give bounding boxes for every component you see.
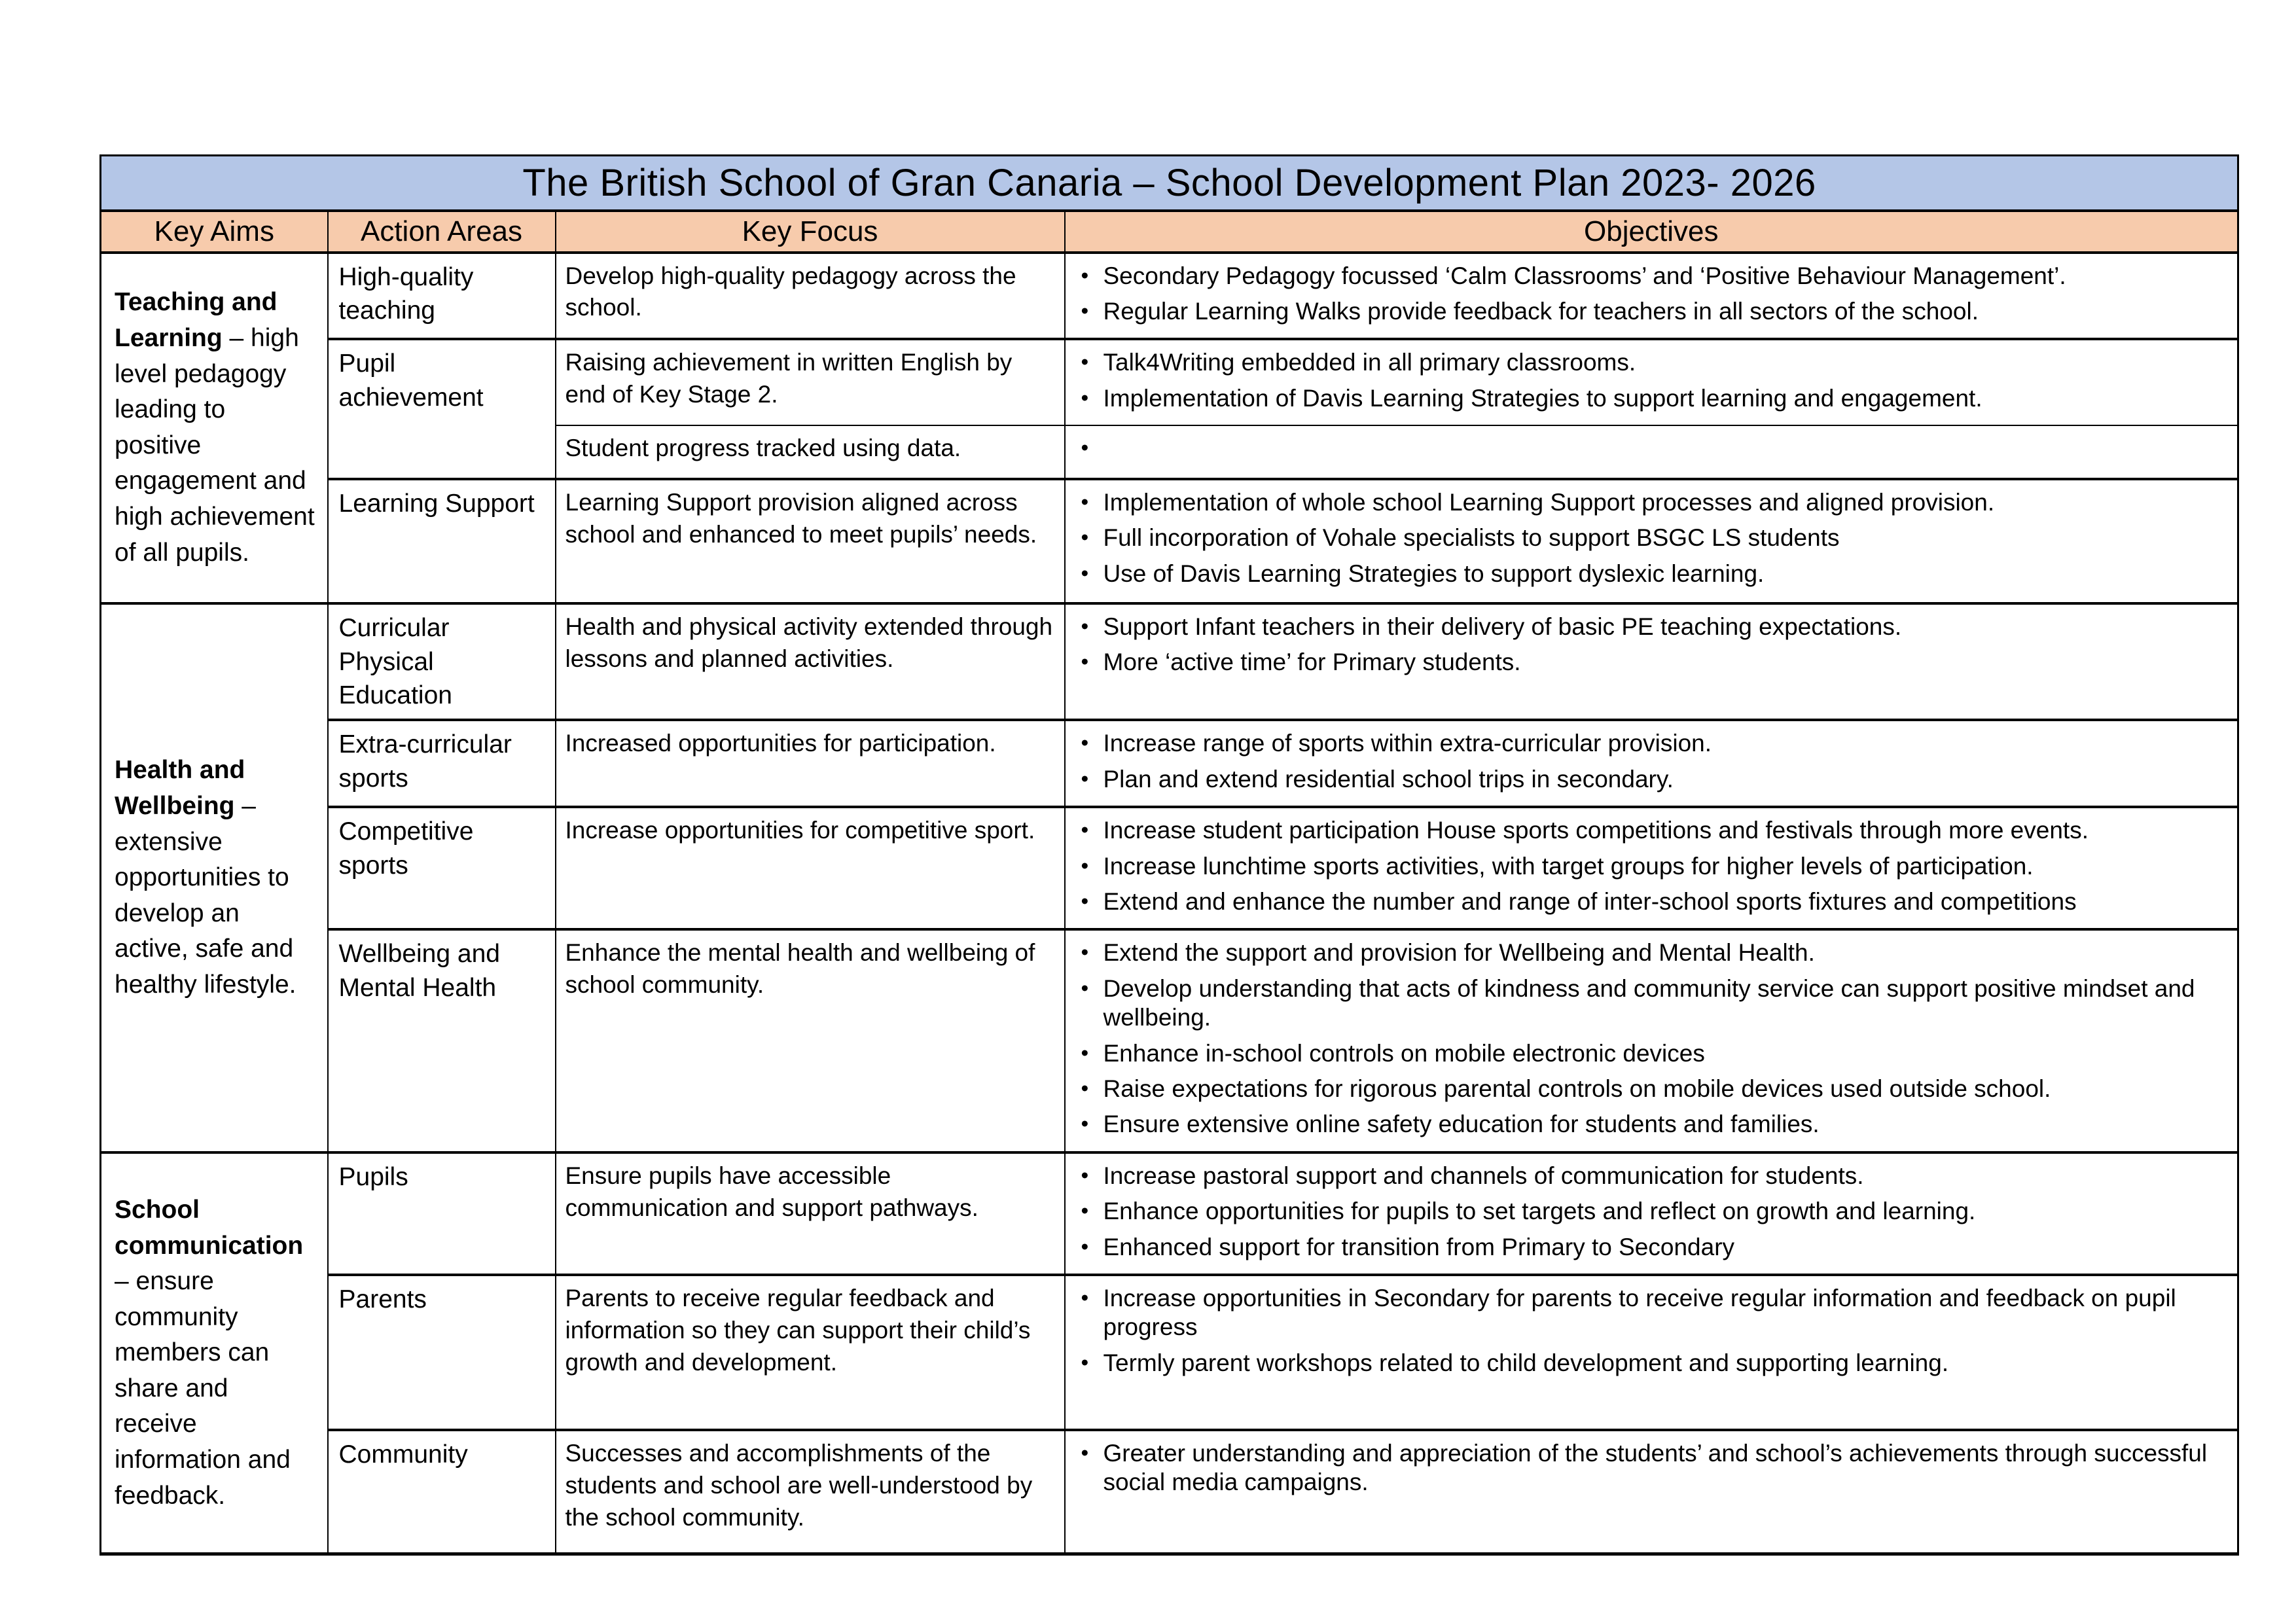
objectives-cell [1065,1275,2238,1430]
title-row [101,156,2238,211]
objective-item [1066,434,2222,463]
bullet-marker-icon: • [1081,1350,1089,1375]
column-header-key-focus: Key Focus [556,211,1065,253]
objective-item [1066,1197,2222,1226]
objectives-cell [1065,1430,2238,1554]
key-aim-title: Health and Wellbeing [115,756,245,820]
action-area-cell: Curricular Physical Education [328,603,556,720]
key-aim-cell [101,603,328,1152]
objective-text: Plan and extend residential school trips in secondary. [1103,765,1674,793]
action-area-cell: Community [328,1430,556,1554]
objective-text: Use of Davis Learning Strategies to support dyslexic learning. [1103,560,1765,587]
objective-item [1066,1110,2222,1139]
column-header-action-areas: Action Areas [328,211,556,253]
objective-text [1103,434,2222,463]
objective-item [1066,1349,2222,1378]
key-aim-cell [101,1152,328,1554]
objective-item [1066,648,2222,677]
table-row [101,479,2238,603]
objective-text: Enhance in-school controls on mobile electronic devices [1103,1039,1705,1067]
bullet-marker-icon: • [1081,385,1089,410]
bullet-marker-icon: • [1081,976,1089,1001]
objective-item [1066,348,2222,377]
objectives-cell [1065,425,2238,479]
objective-text: Greater understanding and appreciation of the students’ and school’s achievements through successful social media campaigns. [1103,1439,2208,1496]
objectives-cell [1065,339,2238,425]
bullet-marker-icon: • [1081,650,1089,675]
objective-text: Increase opportunities in Secondary for parents to receive regular information and feedback on pupil progress [1103,1284,2176,1341]
bullet-marker-icon: • [1081,298,1089,323]
objective-item [1066,262,2222,291]
column-header-row [101,211,2238,253]
objective-text: Support Infant teachers in their delivery of basic PE teaching expectations. [1103,613,1902,641]
table-row [101,1430,2238,1554]
objective-item [1066,1162,2222,1190]
objective-text: Extend the support and provision for Wellbeing and Mental Health. [1103,939,1815,967]
bullet-marker-icon: • [1081,889,1089,914]
objective-text: Implementation of whole school Learning Support processes and aligned provision. [1103,489,1995,516]
objective-item [1066,1439,2222,1497]
bullet-marker-icon: • [1081,731,1089,756]
table-row [101,339,2238,425]
action-area-cell: Extra-curricular sports [328,720,556,807]
objectives-cell [1065,479,2238,603]
objective-item [1066,560,2222,588]
objective-text: Secondary Pedagogy focussed ‘Calm Classrooms’ and ‘Positive Behaviour Management’. [1103,262,2066,289]
objectives-cell [1065,253,2238,340]
key-focus-cell: Increase opportunities for competitive sport. [556,807,1065,929]
objective-text: Full incorporation of Vohale specialists to support BSGC LS students [1103,524,1840,552]
action-area-cell: Wellbeing and Mental Health [328,929,556,1152]
key-aim-description: – ensure community members can share and receive information and feedback. [115,1267,291,1510]
table-row [101,720,2238,807]
objective-text: Regular Learning Walks provide feedback for teachers in all sectors of the school. [1103,297,1979,325]
bullet-marker-icon: • [1081,350,1089,375]
objective-text: Enhanced support for transition from Primary to Secondary [1103,1233,1735,1260]
objective-text: Increase pastoral support and channels of communication for students. [1103,1162,1864,1189]
objective-item [1066,974,2222,1033]
objective-text: Enhance opportunities for pupils to set targets and reflect on growth and learning. [1103,1198,1976,1225]
objective-text: Implementation of Davis Learning Strategies to support learning and engagement. [1103,384,1982,412]
action-area-cell: Parents [328,1275,556,1430]
objective-text: More ‘active time’ for Primary students. [1103,649,1521,676]
key-focus-cell: Health and physical activity extended through lessons and planned activities. [556,603,1065,720]
bullet-marker-icon: • [1081,561,1089,586]
objective-text: Raise expectations for rigorous parental controls on mobile devices used outside school. [1103,1075,2051,1102]
objectives-cell [1065,1152,2238,1275]
action-area-cell: Pupils [328,1152,556,1275]
action-area-cell: Pupil achievement [328,339,556,479]
key-aim-cell [101,253,328,604]
bullet-marker-icon: • [1081,436,1089,461]
objective-text: Increase range of sports within extra-curricular provision. [1103,730,1712,757]
column-header-key-aims: Key Aims [101,211,328,253]
objective-item [1066,1039,2222,1068]
action-area-cell: High-quality teaching [328,253,556,340]
objectives-cell [1065,929,2238,1152]
table-row [101,603,2238,720]
key-focus-cell: Raising achievement in written English by end of Key Stage 2. [556,339,1065,425]
objective-text: Increase student participation House sports competitions and festivals through more events. [1103,817,2089,844]
objective-item [1066,765,2222,794]
bullet-marker-icon: • [1081,490,1089,515]
objective-item [1066,613,2222,641]
objective-item [1066,887,2222,916]
objective-item [1066,488,2222,517]
objective-item [1066,1233,2222,1262]
key-focus-cell: Student progress tracked using data. [556,425,1065,479]
plan-table-body [101,253,2238,1554]
bullet-marker-icon: • [1081,1076,1089,1101]
key-focus-cell: Enhance the mental health and wellbeing of school community. [556,929,1065,1152]
objectives-cell [1065,603,2238,720]
objective-text: Ensure extensive online safety education for students and families. [1103,1111,1820,1138]
objective-text: Termly parent workshops related to child development and supporting learning. [1103,1349,1949,1376]
table-row [101,253,2238,340]
objective-item [1066,852,2222,881]
bullet-marker-icon: • [1081,1041,1089,1065]
objective-item [1066,816,2222,845]
table-row [101,807,2238,929]
objectives-cell [1065,720,2238,807]
key-focus-cell: Learning Support provision aligned across school and enhanced to meet pupils’ needs. [556,479,1065,603]
objective-text: Develop understanding that acts of kindness and community service can support positive mindset and wellbeing. [1103,974,2195,1031]
objective-text: Talk4Writing embedded in all primary classrooms. [1103,349,1636,376]
bullet-marker-icon: • [1081,940,1089,965]
action-area-cell: Learning Support [328,479,556,603]
bullet-marker-icon: • [1081,1440,1089,1465]
table-row [101,1152,2238,1275]
key-aim-title: Teaching and Learning [115,288,278,352]
objective-item [1066,1075,2222,1103]
bullet-marker-icon: • [1081,1112,1089,1137]
bullet-marker-icon: • [1081,1199,1089,1224]
bullet-marker-icon: • [1081,766,1089,791]
bullet-marker-icon: • [1081,263,1089,288]
bullet-marker-icon: • [1081,526,1089,550]
development-plan-table [99,154,2239,1556]
objective-item [1066,297,2222,326]
objective-item [1066,524,2222,552]
key-focus-cell: Successes and accomplishments of the students and school are well-understood by the school community. [556,1430,1065,1554]
objective-item [1066,1284,2222,1342]
column-header-objectives: Objectives [1065,211,2238,253]
objective-text: Increase lunchtime sports activities, with target groups for higher levels of participation. [1103,852,2034,880]
objective-item [1066,938,2222,967]
bullet-marker-icon: • [1081,615,1089,639]
key-aim-description: – high level pedagogy leading to positive engagement and high achievement of all pupils. [115,324,315,567]
bullet-marker-icon: • [1081,1285,1089,1310]
bullet-marker-icon: • [1081,1234,1089,1259]
table-row [101,929,2238,1152]
action-area-cell: Competitive sports [328,807,556,929]
objective-item [1066,384,2222,413]
bullet-marker-icon: • [1081,1163,1089,1188]
key-aim-title: School communication [115,1195,304,1260]
bullet-marker-icon: • [1081,818,1089,843]
table-row [101,1275,2238,1430]
objectives-cell [1065,807,2238,929]
key-focus-cell: Develop high-quality pedagogy across the school. [556,253,1065,340]
key-aim-description: – extensive opportunities to develop an active, safe and healthy lifestyle. [115,791,296,999]
document-title: The British School of Gran Canaria – School Development Plan 2023- 2026 [101,156,2238,211]
objective-item [1066,729,2222,758]
key-focus-cell: Increased opportunities for participation. [556,720,1065,807]
bullet-marker-icon: • [1081,853,1089,878]
key-focus-cell: Parents to receive regular feedback and information so they can support their child’s growth and development. [556,1275,1065,1430]
objective-text: Extend and enhance the number and range of inter-school sports fixtures and competitions [1103,888,2077,916]
key-focus-cell: Ensure pupils have accessible communication and support pathways. [556,1152,1065,1275]
